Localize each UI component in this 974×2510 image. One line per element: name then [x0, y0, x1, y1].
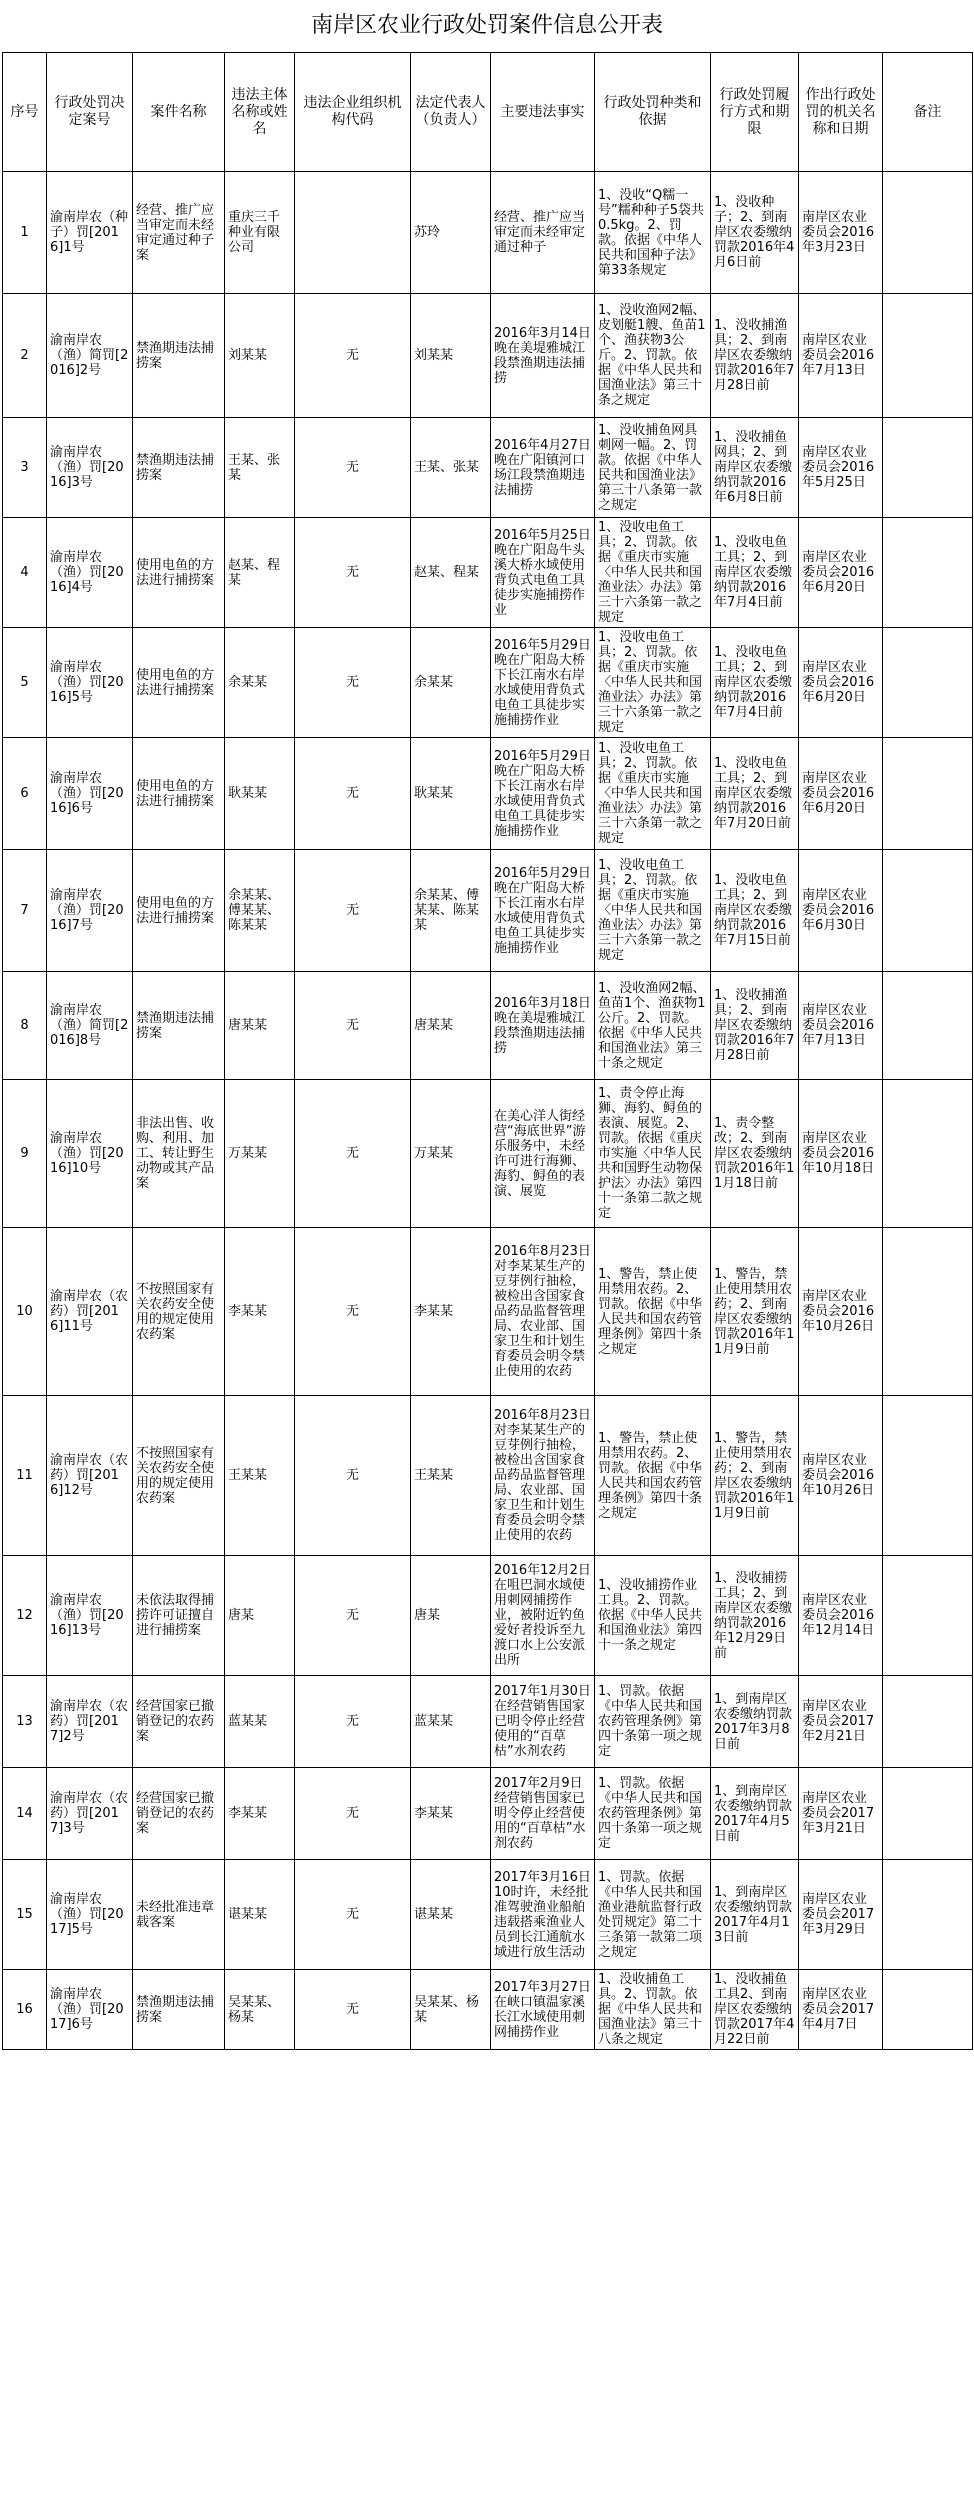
col-facts: 2016年12月2日在咀巴洞水域使用刺网捕捞作业，被附近钓鱼爱好者投诉至九渡口水上公安派出所: [491, 1556, 595, 1676]
col-index: 7: [3, 850, 47, 972]
table-row: [3, 518, 973, 628]
col-violator: 万某某: [225, 1080, 295, 1228]
col-authority: 南岸区农业委员会2016年7月13日: [799, 294, 883, 418]
col-case-number: 渝南岸农（渔）罚[2016]7号: [47, 850, 133, 972]
col-facts: 经营、推广应当审定而未经审定通过种子: [491, 172, 595, 294]
col-facts: 在美心洋人街经营“海底世界”游乐服务中，未经许可进行海狮、海豹、鲟鱼的表演、展览: [491, 1080, 595, 1228]
table-row: [3, 1860, 973, 1970]
col-execution: 1、没收捕渔具；2、到南岸区农委缴纳罚款2016年7月28日前: [711, 972, 799, 1080]
col-index: 3: [3, 418, 47, 518]
header-case-name: 案件名称: [133, 53, 225, 172]
col-case-name: 禁渔期违法捕捞案: [133, 418, 225, 518]
col-execution: 1、责令整改；2、到南岸区农委缴纳罚款2016年11月18日前: [711, 1080, 799, 1228]
col-org-code: 无: [295, 418, 411, 518]
col-case-number: 渝南岸农（渔）罚[2016]10号: [47, 1080, 133, 1228]
col-remarks: [883, 1556, 973, 1676]
col-case-name: 经营国家已撤销登记的农药案: [133, 1768, 225, 1860]
col-penalty: 1、没收电鱼工具；2、罚款。依据《重庆市实施〈中华人民共和国渔业法〉办法》第三十六条第一款之规定: [595, 628, 711, 738]
col-case-number: 渝南岸农（农药）罚[2016]12号: [47, 1396, 133, 1556]
col-index: 8: [3, 972, 47, 1080]
col-legal-rep: 余某某、傅某某、陈某某: [411, 850, 491, 972]
col-execution: 1、到南岸区农委缴纳罚款2017年4月5日前: [711, 1768, 799, 1860]
col-remarks: [883, 628, 973, 738]
col-execution: 1、没收种子；2、到南岸区农委缴纳罚款2016年4月6日前: [711, 172, 799, 294]
col-index: 4: [3, 518, 47, 628]
col-authority: 南岸区农业委员会2016年3月23日: [799, 172, 883, 294]
table-row: [3, 628, 973, 738]
col-case-name: 未依法取得捕捞许可证擅自进行捕捞案: [133, 1556, 225, 1676]
col-facts: 2017年1月30日在经营销售国家已明令停止经营使用的“百草枯”水剂农药: [491, 1676, 595, 1768]
header-execution: 行政处罚履行方式和期限: [711, 53, 799, 172]
col-facts: 2016年5月29日晚在广阳岛大桥下长江南水右岸水域使用背负式电鱼工具徒步实施捕捞作业: [491, 628, 595, 738]
col-case-number: 渝南岸农（农药）罚[2017]3号: [47, 1768, 133, 1860]
col-penalty: 1、没收捕捞作业工具。2、罚款。依据《中华人民共和国渔业法》第四十一条之规定: [595, 1556, 711, 1676]
header-authority: 作出行政处罚的机关名称和日期: [799, 53, 883, 172]
col-penalty: 1、警告，禁止使用禁用农药。2、罚款。依据《中华人民共和国农药管理条例》第四十条之规定: [595, 1228, 711, 1396]
col-legal-rep: 万某某: [411, 1080, 491, 1228]
col-index: 5: [3, 628, 47, 738]
col-authority: 南岸区农业委员会2017年2月21日: [799, 1676, 883, 1768]
table-header-row: [3, 53, 973, 172]
col-facts: 2016年5月29日晚在广阳岛大桥下长江南水右岸水域使用背负式电鱼工具徒步实施捕捞作业: [491, 738, 595, 850]
col-legal-rep: 李某某: [411, 1228, 491, 1396]
page-title: 南岸区农业行政处罚案件信息公开表: [310, 13, 663, 38]
col-penalty: 1、罚款。依据《中华人民共和国渔业港航监督行政处罚规定》第二十三条第一款第二项之规定: [595, 1860, 711, 1970]
col-remarks: [883, 738, 973, 850]
table-row: [3, 1556, 973, 1676]
table-body: [3, 172, 973, 2050]
col-facts: 2017年3月16日10时许，未经批准驾驶渔业船舶违载搭乘渔业人员到长江通航水域进行放生活动: [491, 1860, 595, 1970]
col-facts: 2016年5月29日晚在广阳岛大桥下长江南水右岸水域使用背负式电鱼工具徒步实施捕捞作业: [491, 850, 595, 972]
col-legal-rep: 苏玲: [411, 172, 491, 294]
col-violator: 唐某: [225, 1556, 295, 1676]
col-legal-rep: 王某、张某: [411, 418, 491, 518]
col-index: 1: [3, 172, 47, 294]
col-remarks: [883, 972, 973, 1080]
col-legal-rep: 刘某某: [411, 294, 491, 418]
col-violator: 王某某: [225, 1396, 295, 1556]
col-index: 9: [3, 1080, 47, 1228]
col-legal-rep: 谌某某: [411, 1860, 491, 1970]
col-org-code: 无: [295, 1396, 411, 1556]
col-case-number: 渝南岸农（农药）罚[2017]2号: [47, 1676, 133, 1768]
col-case-number: 渝南岸农（渔）简罚[2016]8号: [47, 972, 133, 1080]
col-case-name: 使用电鱼的方法进行捕捞案: [133, 738, 225, 850]
table-row: [3, 1080, 973, 1228]
col-case-number: 渝南岸农（渔）罚[2017]6号: [47, 1970, 133, 2050]
col-org-code: 无: [295, 1676, 411, 1768]
col-penalty: 1、没收渔网2幅、皮划艇1艘、鱼苗1个、渔获物3公斤。2、罚款。依据《中华人民共和国渔业法》第三十条之规定: [595, 294, 711, 418]
col-violator: 耿某某: [225, 738, 295, 850]
col-case-number: 渝南岸农（渔）简罚[2016]2号: [47, 294, 133, 418]
col-index: 11: [3, 1396, 47, 1556]
col-case-number: 渝南岸农（渔）罚[2016]6号: [47, 738, 133, 850]
col-index: 2: [3, 294, 47, 418]
col-execution: 1、没收捕捞工具；2、到南岸区农委缴纳罚款2016年12月29日前: [711, 1556, 799, 1676]
col-remarks: [883, 294, 973, 418]
col-legal-rep: 李某某: [411, 1768, 491, 1860]
col-facts: 2017年3月27日在峡口镇温家溪长江水域使用刺网捕捞作业: [491, 1970, 595, 2050]
col-violator: 余某某、傅某某、陈某某: [225, 850, 295, 972]
col-case-name: 经营国家已撤销登记的农药案: [133, 1676, 225, 1768]
table-row: [3, 1228, 973, 1396]
col-index: 15: [3, 1860, 47, 1970]
col-execution: 1、没收电鱼工具；2、到南岸区农委缴纳罚款2016年7月4日前: [711, 518, 799, 628]
col-index: 13: [3, 1676, 47, 1768]
col-execution: 1、警告，禁止使用禁用农药；2、到南岸区农委缴纳罚款2016年11月9日前: [711, 1228, 799, 1396]
col-authority: 南岸区农业委员会2016年6月20日: [799, 518, 883, 628]
col-case-number: 渝南岸农（渔）罚[2016]4号: [47, 518, 133, 628]
col-facts: 2016年3月14日晚在美堤雅城江段禁渔期违法捕捞: [491, 294, 595, 418]
col-case-name: 不按照国家有关农药安全使用的规定使用农药案: [133, 1228, 225, 1396]
col-org-code: 无: [295, 628, 411, 738]
header-violator: 违法主体名称或姓名: [225, 53, 295, 172]
col-remarks: [883, 1768, 973, 1860]
col-case-name: 经营、推广应当审定而未经审定通过种子案: [133, 172, 225, 294]
col-case-name: 未经批准违章载客案: [133, 1860, 225, 1970]
col-index: 6: [3, 738, 47, 850]
col-execution: 1、没收电鱼工具；2、到南岸区农委缴纳罚款2016年7月4日前: [711, 628, 799, 738]
col-legal-rep: 唐某: [411, 1556, 491, 1676]
col-legal-rep: 余某某: [411, 628, 491, 738]
col-remarks: [883, 1676, 973, 1768]
col-remarks: [883, 1970, 973, 2050]
col-penalty: 1、罚款。依据《中华人民共和国农药管理条例》第四十条第一项之规定: [595, 1676, 711, 1768]
header-facts: 主要违法事实: [491, 53, 595, 172]
col-case-number: 渝南岸农（农药）罚[2016]11号: [47, 1228, 133, 1396]
col-remarks: [883, 518, 973, 628]
col-execution: 1、没收捕鱼网具；2、到南岸区农委缴纳罚款2016年6月8日前: [711, 418, 799, 518]
col-execution: 1、没收捕渔具；2、到南岸区农委缴纳罚款2016年7月28日前: [711, 294, 799, 418]
col-penalty: 1、没收电鱼工具；2、罚款。依据《重庆市实施〈中华人民共和国渔业法〉办法》第三十六条第一款之规定: [595, 738, 711, 850]
col-case-name: 使用电鱼的方法进行捕捞案: [133, 628, 225, 738]
col-case-name: 不按照国家有关农药安全使用的规定使用农药案: [133, 1396, 225, 1556]
col-org-code: 无: [295, 1768, 411, 1860]
table-row: [3, 972, 973, 1080]
col-index: 16: [3, 1970, 47, 2050]
col-authority: 南岸区农业委员会2017年3月29日: [799, 1860, 883, 1970]
col-org-code: 无: [295, 518, 411, 628]
col-remarks: [883, 1228, 973, 1396]
col-facts: 2016年5月25日晚在广阳岛牛头溪大桥水域使用背负式电鱼工具徒步实施捕捞作业: [491, 518, 595, 628]
col-penalty: 1、没收捕鱼网具刺网一幅。2、罚款。依据《中华人民共和国渔业法》第三十八条第一款之规定: [595, 418, 711, 518]
header-org-code: 违法企业组织机构代码: [295, 53, 411, 172]
col-authority: 南岸区农业委员会2016年10月18日: [799, 1080, 883, 1228]
col-penalty: 1、罚款。依据《中华人民共和国农药管理条例》第四十条第一项之规定: [595, 1768, 711, 1860]
col-violator: 蓝某某: [225, 1676, 295, 1768]
col-authority: 南岸区农业委员会2017年3月21日: [799, 1768, 883, 1860]
col-violator: 吴某某、杨某: [225, 1970, 295, 2050]
col-authority: 南岸区农业委员会2016年5月25日: [799, 418, 883, 518]
col-org-code: 无: [295, 1080, 411, 1228]
col-violator: 王某、张某: [225, 418, 295, 518]
col-case-name: 非法出售、收购、利用、加工、转让野生动物或其产品案: [133, 1080, 225, 1228]
col-authority: 南岸区农业委员会2017年4月7日: [799, 1970, 883, 2050]
col-penalty: 1、没收捕鱼工具。2、罚款。依据《中华人民共和国渔业法》第三十八条之规定: [595, 1970, 711, 2050]
col-org-code: 无: [295, 738, 411, 850]
col-violator: 重庆三千种业有限公司: [225, 172, 295, 294]
col-violator: 李某某: [225, 1768, 295, 1860]
col-case-name: 使用电鱼的方法进行捕捞案: [133, 850, 225, 972]
header-case-number: 行政处罚决定案号: [47, 53, 133, 172]
col-remarks: [883, 1396, 973, 1556]
col-org-code: 无: [295, 1556, 411, 1676]
col-index: 12: [3, 1556, 47, 1676]
col-authority: 南岸区农业委员会2016年7月13日: [799, 972, 883, 1080]
col-penalty: 1、没收“Q糯一号”糯种种子5袋共0.5kg。2、罚款。依据《中华人民共和国种子法》第33条规定: [595, 172, 711, 294]
table-row: [3, 418, 973, 518]
col-violator: 刘某某: [225, 294, 295, 418]
col-legal-rep: 耿某某: [411, 738, 491, 850]
col-case-number: 渝南岸农（渔）罚[2016]13号: [47, 1556, 133, 1676]
col-penalty: 1、警告，禁止使用禁用农药。2、罚款。依据《中华人民共和国农药管理条例》第四十条之规定: [595, 1396, 711, 1556]
col-index: 14: [3, 1768, 47, 1860]
col-case-number: 渝南岸农（渔）罚[2017]5号: [47, 1860, 133, 1970]
col-penalty: 1、没收渔网2幅、鱼苗1个、渔获物1公斤。2、罚款。依据《中华人民共和国渔业法》第三十条之规定: [595, 972, 711, 1080]
header-legal-rep: 法定代表人（负责人）: [411, 53, 491, 172]
col-org-code: 无: [295, 1228, 411, 1396]
col-case-name: 禁渔期违法捕捞案: [133, 1970, 225, 2050]
col-case-name: 禁渔期违法捕捞案: [133, 972, 225, 1080]
col-authority: 南岸区农业委员会2016年6月20日: [799, 738, 883, 850]
col-org-code: 无: [295, 1970, 411, 2050]
col-penalty: 1、责令停止海狮、海豹、鲟鱼的表演、展览。2、罚款。依据《重庆市实施〈中华人民共和国野生动物保护法〉办法》第四十一条第二款之规定: [595, 1080, 711, 1228]
col-remarks: [883, 1860, 973, 1970]
col-org-code: 无: [295, 850, 411, 972]
col-authority: 南岸区农业委员会2016年10月26日: [799, 1228, 883, 1396]
col-legal-rep: 唐某某: [411, 972, 491, 1080]
col-case-name: 禁渔期违法捕捞案: [133, 294, 225, 418]
col-index: 10: [3, 1228, 47, 1396]
header-index: 序号: [3, 53, 47, 172]
col-violator: 谌某某: [225, 1860, 295, 1970]
case-table: [2, 52, 973, 2050]
col-penalty: 1、没收电鱼工具；2、罚款。依据《重庆市实施〈中华人民共和国渔业法〉办法》第三十六条第一款之规定: [595, 518, 711, 628]
col-org-code: 无: [295, 1860, 411, 1970]
col-authority: 南岸区农业委员会2016年6月20日: [799, 628, 883, 738]
col-violator: 唐某某: [225, 972, 295, 1080]
col-authority: 南岸区农业委员会2016年6月30日: [799, 850, 883, 972]
col-execution: 1、到南岸区农委缴纳罚款2017年4月13日前: [711, 1860, 799, 1970]
table-row: [3, 1676, 973, 1768]
table-row: [3, 172, 973, 294]
col-remarks: [883, 850, 973, 972]
table-row: [3, 850, 973, 972]
col-remarks: [883, 172, 973, 294]
col-execution: 1、没收捕鱼工具2、到南岸区农委缴纳罚款2017年4月22日前: [711, 1970, 799, 2050]
table-row: [3, 738, 973, 850]
col-execution: 1、警告，禁止使用禁用农药；2、到南岸区农委缴纳罚款2016年11月9日前: [711, 1396, 799, 1556]
col-facts: 2016年8月23日对李某某生产的豆芽例行抽检，被检出含国家食品药品监督管理局、农业部、国家卫生和计划生育委员会明令禁止使用的农药: [491, 1228, 595, 1396]
col-facts: 2016年8月23日对李某某生产的豆芽例行抽检，被检出含国家食品药品监督管理局、农业部、国家卫生和计划生育委员会明令禁止使用的农药: [491, 1396, 595, 1556]
col-remarks: [883, 1080, 973, 1228]
col-execution: 1、到南岸区农委缴纳罚款2017年3月8日前: [711, 1676, 799, 1768]
table-row: [3, 1970, 973, 2050]
col-authority: 南岸区农业委员会2016年10月26日: [799, 1396, 883, 1556]
header-remarks: 备注: [883, 53, 973, 172]
col-org-code: 无: [295, 294, 411, 418]
col-case-number: 渝南岸农（种子）罚[2016]1号: [47, 172, 133, 294]
col-remarks: [883, 418, 973, 518]
header-penalty: 行政处罚种类和依据: [595, 53, 711, 172]
col-violator: 李某某: [225, 1228, 295, 1396]
col-facts: 2016年4月27日晚在广阳镇河口场江段禁渔期违法捕捞: [491, 418, 595, 518]
col-authority: 南岸区农业委员会2016年12月14日: [799, 1556, 883, 1676]
col-org-code: 无: [295, 972, 411, 1080]
col-facts: 2016年3月18日晚在美堤雅城江段禁渔期违法捕捞: [491, 972, 595, 1080]
col-org-code: [295, 172, 411, 294]
col-legal-rep: 王某某: [411, 1396, 491, 1556]
table-row: [3, 1768, 973, 1860]
col-violator: 赵某、程某: [225, 518, 295, 628]
col-legal-rep: 赵某、程某: [411, 518, 491, 628]
col-case-number: 渝南岸农（渔）罚[2016]5号: [47, 628, 133, 738]
col-case-number: 渝南岸农（渔）罚[2016]3号: [47, 418, 133, 518]
col-legal-rep: 吴某某、杨某: [411, 1970, 491, 2050]
col-legal-rep: 蓝某某: [411, 1676, 491, 1768]
col-penalty: 1、没收电鱼工具；2、罚款。依据《重庆市实施〈中华人民共和国渔业法〉办法》第三十六条第一款之规定: [595, 850, 711, 972]
table-row: [3, 1396, 973, 1556]
col-violator: 余某某: [225, 628, 295, 738]
col-facts: 2017年2月9日经营销售国家已明令停止经营使用的“百草枯”水剂农药: [491, 1768, 595, 1860]
col-execution: 1、没收电鱼工具；2、到南岸区农委缴纳罚款2016年7月20日前: [711, 738, 799, 850]
table-row: [3, 294, 973, 418]
col-execution: 1、没收电鱼工具；2、到南岸区农委缴纳罚款2016年7月15日前: [711, 850, 799, 972]
col-case-name: 使用电鱼的方法进行捕捞案: [133, 518, 225, 628]
